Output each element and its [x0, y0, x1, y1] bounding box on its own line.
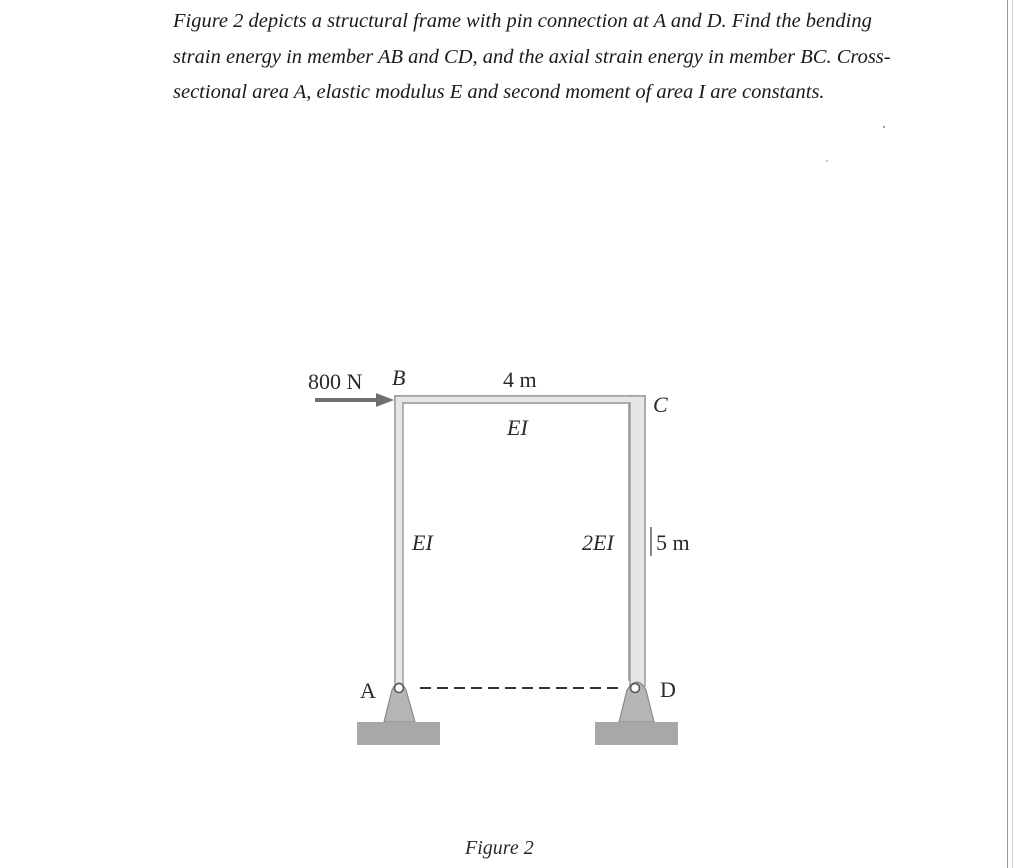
node-a-label: A [360, 678, 376, 703]
load-arrow-head [376, 393, 394, 407]
load-label: 800 N [308, 369, 363, 394]
speck-mark [826, 160, 827, 161]
node-d-label: D [660, 677, 676, 702]
height-label: 5 m [656, 530, 690, 555]
node-c-label: C [653, 392, 668, 417]
joint-fill [396, 397, 644, 402]
problem-line-3: sectional area A, elastic modulus E and second moment of area I are constants. [173, 81, 825, 103]
ground-a [357, 722, 440, 745]
pin-d-icon [631, 684, 640, 693]
right-column-stiffness-label: 2EI [582, 530, 614, 555]
pin-a-icon [395, 684, 404, 693]
figure-caption: Figure 2 [465, 837, 534, 859]
problem-line-1: Figure 2 depicts a structural frame with pin connection at A and D. Find the bending [173, 10, 872, 32]
speck-mark [883, 126, 885, 128]
ground-d [595, 722, 678, 745]
left-column-stiffness-label: EI [412, 530, 433, 555]
member-ab [395, 396, 403, 686]
problem-line-2: strain energy in member AB and CD, and the axial strain energy in member BC. Cross- [173, 45, 891, 68]
beam-stiffness-label: EI [507, 415, 528, 440]
node-b-label: B [392, 365, 406, 390]
span-label: 4 m [503, 367, 537, 392]
member-cd [630, 396, 645, 686]
